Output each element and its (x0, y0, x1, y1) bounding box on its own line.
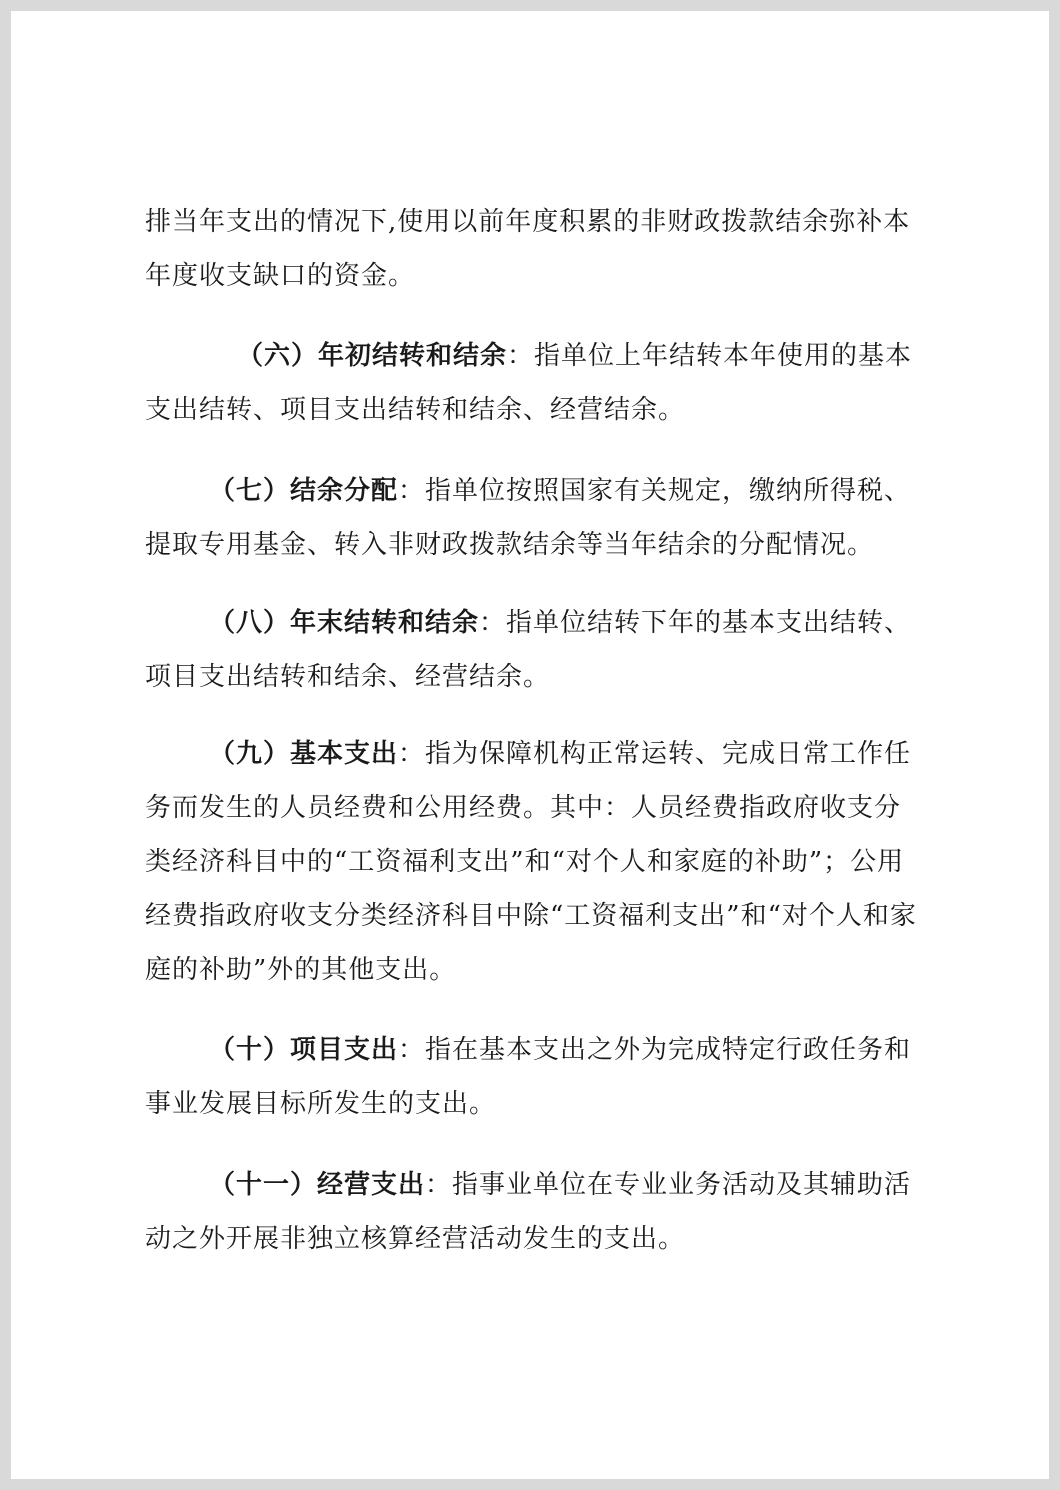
paragraph-body: ：指在基本支出之外为完成特定行政任务和事业发展目标所发生的支出。 (145, 1035, 912, 1119)
paragraph-body: 排当年支出的情况下,使用以前年度积累的非财政拨款结余弥补本年度收支缺口的资金。 (145, 207, 911, 291)
paragraph-heading: （六）年初结转和结余 (237, 341, 508, 371)
paragraph-item-9 (145, 727, 921, 997)
paragraph-item-8 (145, 596, 921, 704)
paragraph-item-10 (145, 1023, 921, 1131)
paragraph-item-11 (145, 1158, 921, 1266)
paragraph-heading: （十一）经营支出 (209, 1170, 426, 1200)
paragraph-heading: （七）结余分配 (209, 476, 399, 506)
paragraph-body: ：指为保障机构正常运转、完成日常工作任务而发生的人员经费和公用经费。其中：人员经费指政府收支分类经济科目中的“工资福利支出”和“对个人和家庭的补助”；公用经费指政府收支分类经济科目中除“工资福利支出”和“对个人和家庭的补助”外的其他支出。 (145, 739, 917, 985)
paragraph-body: ：指事业单位在专业业务活动及其辅助活动之外开展非独立核算经营活动发生的支出。 (145, 1170, 912, 1254)
paragraph-heading: （九）基本支出 (209, 739, 399, 769)
paragraph-body: ：指单位结转下年的基本支出结转、项目支出结转和结余、经营结余。 (145, 608, 912, 692)
document-page (11, 11, 1049, 1479)
paragraph-heading: （八）年末结转和结余 (209, 608, 480, 638)
paragraph-item-7 (145, 464, 921, 572)
paragraph-item-6 (145, 329, 921, 437)
paragraph-continuation (145, 195, 921, 303)
paragraph-body: ：指单位按照国家有关规定，缴纳所得税、提取专用基金、转入非财政拨款结余等当年结余的分配情况。 (145, 476, 912, 560)
paragraph-heading: （十）项目支出 (209, 1035, 399, 1065)
paragraph-body: ：指单位上年结转本年使用的基本支出结转、项目支出结转和结余、经营结余。 (145, 341, 913, 425)
